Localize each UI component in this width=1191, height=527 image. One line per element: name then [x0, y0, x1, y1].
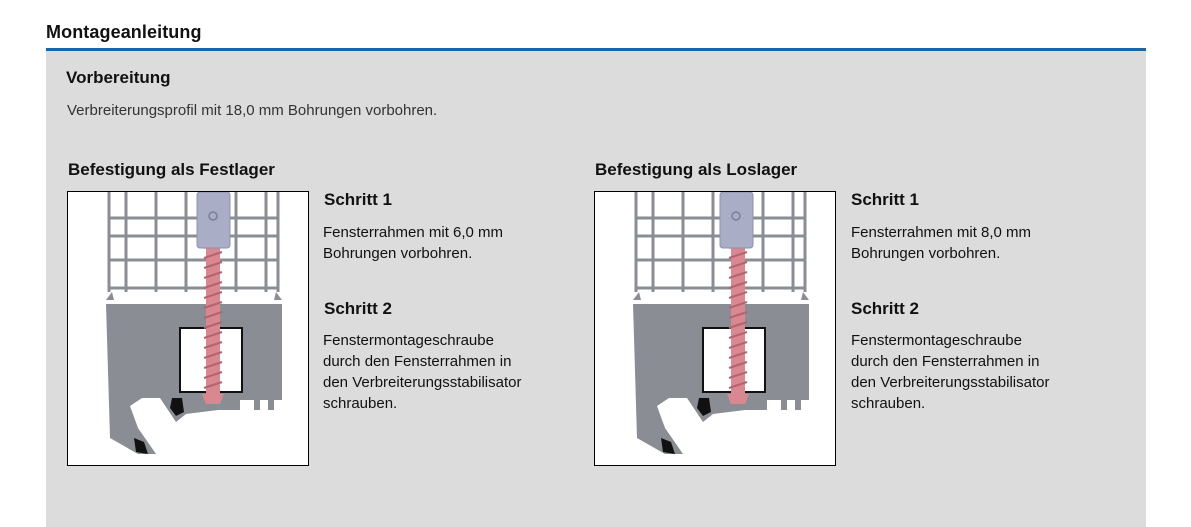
- preparation-text: Verbreiterungsprofil mit 18,0 mm Bohrungen vorbohren.: [67, 102, 438, 119]
- floating-step1-line2: Bohrungen vorbohren.: [851, 245, 1001, 262]
- floating-step1-line1: Fensterrahmen mit 8,0 mm: [851, 224, 1032, 241]
- fixed-step1-heading: Schritt 1: [324, 190, 393, 209]
- floating-step2-line3: den Verbreiterungsstabilisator: [851, 374, 1050, 391]
- floating-bearing-illustration: [594, 191, 836, 466]
- fixed-bearing-heading: Befestigung als Festlager: [68, 160, 275, 179]
- floating-step1-heading: Schritt 1: [851, 190, 920, 209]
- fixed-step2-line2: durch den Fensterrahmen in: [323, 353, 512, 370]
- page-title: Montageanleitung: [46, 22, 202, 42]
- window-profile-drawing: [68, 192, 309, 466]
- fixed-step2-line3: den Verbreiterungsstabilisator: [323, 374, 522, 391]
- floating-step2-text: [851, 330, 1091, 414]
- floating-step2-line4: schrauben.: [851, 395, 926, 412]
- fixed-step1-text: [323, 222, 563, 264]
- floating-bearing-heading: Befestigung als Loslager: [595, 160, 798, 179]
- floating-step2-line2: durch den Fensterrahmen in: [851, 353, 1040, 370]
- fixed-step2-heading: Schritt 2: [324, 299, 393, 318]
- fixed-bearing-illustration: [67, 191, 309, 466]
- floating-step2-line1: Fenstermontageschraube: [851, 332, 1022, 349]
- window-profile-drawing: [595, 192, 836, 466]
- fixed-step1-line2: Bohrungen vorbohren.: [323, 245, 473, 262]
- fixed-step2-line4: schrauben.: [323, 395, 398, 412]
- floating-step1-text: [851, 222, 1091, 264]
- preparation-heading: Vorbereitung: [66, 68, 171, 87]
- floating-step2-heading: Schritt 2: [851, 299, 920, 318]
- fixed-step2-line1: Fenstermontageschraube: [323, 332, 494, 349]
- fixed-step1-line1: Fensterrahmen mit 6,0 mm: [323, 224, 504, 241]
- fixed-step2-text: [323, 330, 563, 414]
